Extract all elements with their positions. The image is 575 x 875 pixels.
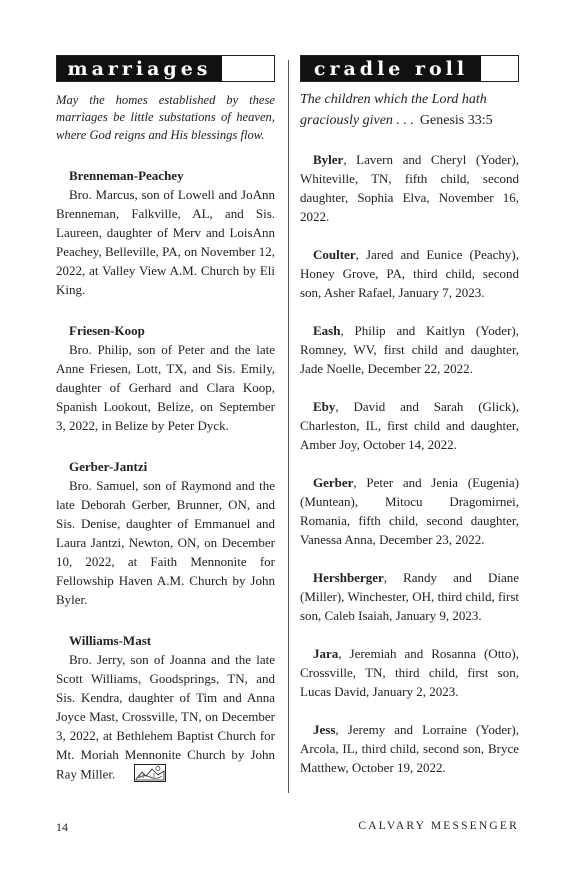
marriage-entry — [56, 166, 275, 299]
family-name: Jara — [313, 646, 339, 661]
page-number: 14 — [56, 820, 68, 834]
marriage-entry — [56, 631, 275, 787]
marriage-text: Bro. Samuel, son of Raymond and the late Deborah Gerber, Brunner, ON, and Sis. Denise, daughter of Emmanuel and Laura Jantzi, Newton, ON, on December 10, 2022, at Faith Mennonite for Fellowship Haven A.M. Church by John Byler. — [56, 477, 275, 607]
banner-blank-box — [222, 56, 274, 81]
marriage-title: Friesen-Koop — [69, 322, 145, 338]
family-name: Byler — [313, 152, 344, 167]
cradle-roll-section — [300, 55, 519, 777]
family-name: Gerber — [313, 475, 354, 490]
column-divider — [288, 60, 289, 793]
family-name: Eash — [313, 323, 341, 338]
birth-entry — [300, 568, 519, 625]
marriage-text-content: Bro. Jerry, son of Joanna and the late Scott Williams, Goodsprings, TN, and Sis. Kendra, daughter of Tim and Anna Joyce Mast, Crossville, TN, on December 3, 2022, at Bethlehem Baptist Church for Mt. Moriah Mennonite Church by John Ray Miller. — [56, 651, 275, 782]
family-name: Coulter — [313, 247, 356, 262]
birth-details: , Randy and Diane (Miller), Winchester, OH, third child, first son, Caleb Isaiah, January 9, 2023. — [300, 570, 519, 623]
marriage-text: Bro. Philip, son of Peter and the late Anne Friesen, Lott, TX, and Sis. Emily, daughter of Gerhard and Clara Koop, Spanish Lookout, Belize, on September 3, 2022, in Belize by Peter Dyck. — [56, 341, 275, 433]
family-name: Hershberger — [313, 570, 384, 585]
birth-details: , David and Sarah (Glick), Charleston, IL, first child and daughter, Amber Joy, October 14, 2022. — [300, 399, 519, 452]
marriage-entry — [56, 321, 275, 435]
birth-entry — [300, 150, 519, 226]
cradle-roll-heading: cradle roll — [301, 56, 481, 81]
marriages-banner — [56, 55, 275, 82]
birth-details: , Philip and Kaitlyn (Yoder), Romney, WV, first child and daughter, Jade Noelle, December 22, 2022. — [300, 323, 519, 376]
birth-entry — [300, 720, 519, 777]
marriages-heading: marriages — [57, 56, 222, 81]
marriages-intro: May the homes established by these marriages be little substations of heaven, where God reigns and His blessings flow. — [56, 93, 275, 142]
marriage-title: Brenneman-Peachey — [69, 167, 184, 183]
banner-blank-box — [481, 56, 518, 81]
birth-details: , Jeremy and Lorraine (Yoder), Arcola, IL, third child, second son, Bryce Matthew, October 19, 2022. — [300, 722, 519, 775]
birth-entry — [300, 245, 519, 302]
verse-reference: Genesis 33:5 — [419, 112, 493, 128]
marriage-title: Gerber-Jantzi — [69, 458, 148, 474]
birth-details: , Jared and Eunice (Peachy), Honey Grove, PA, third child, second son, Asher Rafael, January 7, 2023. — [300, 247, 519, 300]
family-name: Eby — [313, 399, 336, 414]
birth-entry — [300, 473, 519, 549]
cradle-roll-list — [300, 150, 519, 777]
publication-title: CALVARY MESSENGER — [358, 820, 519, 832]
birth-details: , Lavern and Cheryl (Yoder), Whiteville, TN, fifth child, second daughter, Sophia Elva, November 16, 2022. — [300, 152, 519, 224]
birth-details: , Jeremiah and Rosanna (Otto), Crossville, TN, third child, first son, Lucas David, January 2, 2023. — [300, 646, 519, 699]
landscape-end-mark-icon — [121, 764, 166, 787]
cradle-roll-banner — [300, 55, 519, 82]
birth-entry — [300, 321, 519, 378]
family-name: Jess — [313, 722, 336, 737]
marriage-entry — [56, 457, 275, 609]
marriages-section — [56, 55, 275, 787]
cradle-roll-intro — [300, 90, 519, 131]
marriage-text — [56, 650, 275, 787]
birth-details: , Peter and Jenia (Eugenia) (Muntean), Mitocu Dragomirnei, Romania, fifth child, second daughter, Vanessa Anna, December 23, 2022. — [300, 475, 519, 547]
marriage-title: Williams-Mast — [69, 632, 152, 648]
marriage-text: Bro. Marcus, son of Lowell and JoAnn Brenneman, Falkville, AL, and Sis. Laureen, daughter of Merv and LoisAnn Peachey, Belleville, PA, on November 12, 2022, at Valley View A.M. Church by Eli King. — [56, 186, 275, 297]
birth-entry — [300, 397, 519, 454]
cradle-roll-intro-text: The children which the Lord hath graciously given . . . — [300, 92, 487, 128]
birth-entry — [300, 644, 519, 701]
